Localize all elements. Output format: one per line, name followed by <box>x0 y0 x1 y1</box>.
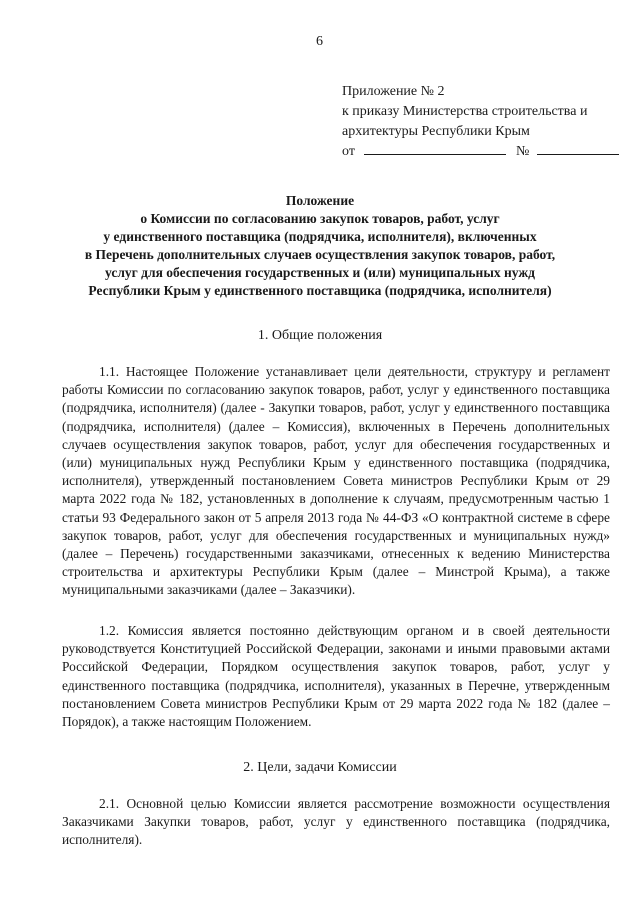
date-prefix: от <box>342 144 355 159</box>
appendix-line-3: архитектуры Республики Крым <box>342 124 530 139</box>
title-line-2: о Комиссии по согласованию закупок товаров, работ, услуг <box>140 211 500 226</box>
title-line-1: Положение <box>285 193 355 208</box>
appendix-line-1: Приложение № 2 <box>342 84 445 99</box>
date-blank <box>364 142 506 155</box>
section-1-heading: 1. Общие положения <box>257 328 383 343</box>
page-number: 6 <box>316 34 323 49</box>
paragraph-2-1: 2.1. Основной целью Комиссии является рассмотрение возможности осуществления Заказчиками Закупки товаров, работ, услуг у единственного поставщика (подрядчика, исполнителя). <box>62 796 610 848</box>
title-line-6: Республики Крым у единственного поставщика (подрядчика, исполнителя) <box>88 283 552 298</box>
number-sign: № <box>515 144 530 159</box>
document-title <box>30 192 610 300</box>
number-blank <box>537 142 619 155</box>
appendix-block <box>342 82 619 162</box>
title-line-5: услуг для обеспечения государственных и (или) муниципальных нужд <box>105 265 535 280</box>
appendix-date-line <box>342 142 619 162</box>
section-2-heading: 2. Цели, задачи Комиссии <box>243 760 397 775</box>
paragraph-1-1: 1.1. Настоящее Положение устанавливает цели деятельности, структуру и регламент работы Комиссии по согласованию закупок товаров, работ, услуг у единственного поставщика (подрядчика, исполнителя) (далее - Закупки товаров, работ, услуг у единственного поставщика (подрядчика, исполнителя) (далее – Комиссия), включенных в Перечень дополнительных случаев осуществления закупок товаров, работ, услуг для обеспечения государственных и (или) муниципальных нужд Республики Крым у единственного поставщика (подрядчика, исполнителя), утвержденный постановлением Совета министров Республики Крым от 29 марта 2022 года № 182, установленных в дополнение к случаям, предусмотренным частью 1 статьи 93 Федерального закон от 5 апреля 2013 года № 44-ФЗ «О контрактной системе в сфере закупок товаров, работ, услуг для обеспечения государственных и муниципальных нужд» (далее – Перечень) государственными заказчиками, отнесенных к ведению Министерства строительства и архитектуры Республики Крым (далее – Минстрой Крыма), а также муниципальными заказчиками (далее – Заказчики). <box>62 364 610 598</box>
appendix-line-2: к приказу Министерства строительства и <box>342 104 588 119</box>
paragraph-1-2: 1.2. Комиссия является постоянно действующим органом и в своей деятельности руководствуется Конституцией Российской Федерации, законами и иными правовыми актами Российской Федерации, Порядком осуществления закупок товаров, работ, услуг у единственного поставщика (подрядчика, исполнителя), указанных в Перечне, утвержденным постановлением Совета министров Республики Крым от 29 марта 2022 года № 182 (далее – Порядок), а также настоящим Положением. <box>62 623 610 730</box>
title-line-4: в Перечень дополнительных случаев осуществления закупок товаров, работ, <box>84 247 556 262</box>
title-line-3: у единственного поставщика (подрядчика, исполнителя), включенных <box>103 229 537 244</box>
